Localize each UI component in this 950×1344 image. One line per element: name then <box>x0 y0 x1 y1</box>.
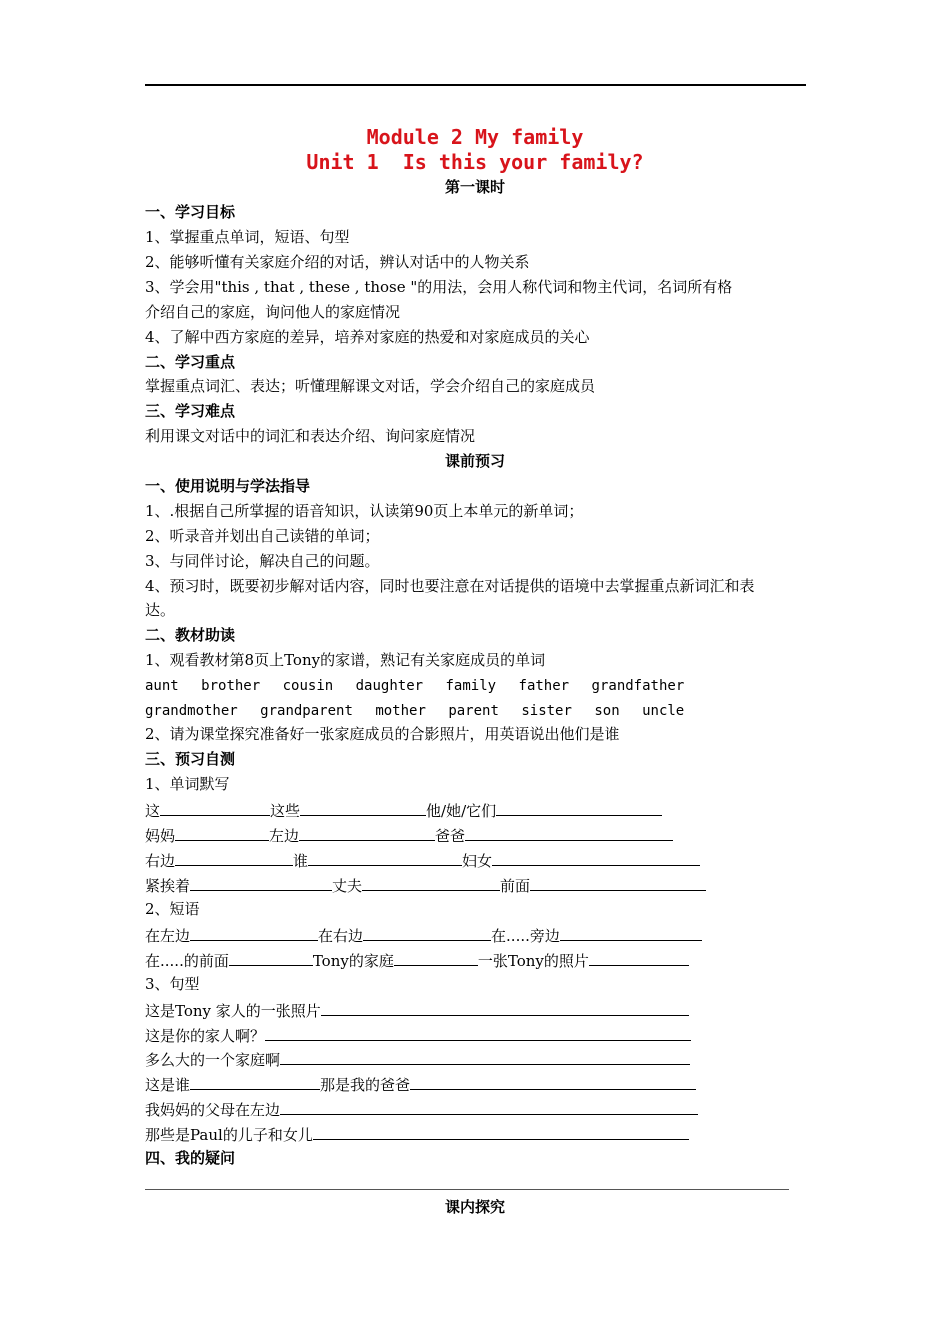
vocab-word: grandmother <box>145 703 238 719</box>
answer-blank[interactable] <box>300 799 426 816</box>
sentence-row <box>145 999 689 1021</box>
goals-heading: 一、学习目标 <box>145 203 236 221</box>
goal-item: 4、了解中西方家庭的差异，培养对家庭的热爱和对家庭成员的关心 <box>145 328 590 346</box>
word-row <box>145 849 700 871</box>
lesson-label: 第一课时 <box>444 178 505 196</box>
phrases-label: 2、短语 <box>145 900 200 918</box>
word-prompt: 前面 <box>500 877 531 895</box>
phrase-prompt: 在左边 <box>145 927 191 945</box>
answer-blank[interactable] <box>175 824 269 841</box>
goal-item: 1、掌握重点单词，短语、句型 <box>145 228 350 246</box>
sentence-row <box>145 1024 691 1046</box>
phrase-prompt: 在.....的前面 <box>145 952 229 970</box>
module-title: Module 2 My family <box>366 125 584 149</box>
answer-blank[interactable] <box>160 799 270 816</box>
word-prompt: 妈妈 <box>145 827 176 845</box>
answer-blank[interactable] <box>175 849 293 866</box>
sentence-prompt: 这是Tony 家人的一张照片 <box>145 1002 321 1020</box>
self-test-heading: 三、预习自测 <box>145 750 236 768</box>
answer-blank[interactable] <box>362 874 500 891</box>
unit-title: Unit 1 Is this your family? <box>306 150 644 174</box>
answer-blank[interactable] <box>229 949 313 966</box>
vocab-word: son <box>594 703 620 719</box>
answer-blank[interactable] <box>321 999 689 1016</box>
answer-blank[interactable] <box>492 849 700 866</box>
answer-blank[interactable] <box>190 924 318 941</box>
phrase-prompt: 在.....旁边 <box>491 927 560 945</box>
answer-blank[interactable] <box>308 849 462 866</box>
preview-label: 课前预习 <box>444 452 505 470</box>
sentence-prompt: 那是我的爸爸 <box>320 1076 411 1094</box>
answer-blank[interactable] <box>280 1048 690 1065</box>
vocab-word: father <box>518 678 570 694</box>
answer-blank[interactable] <box>190 1073 320 1090</box>
answer-blank[interactable] <box>530 874 706 891</box>
vocab-line-1 <box>145 676 698 696</box>
top-rule <box>145 84 806 86</box>
vocab-word: cousin <box>282 678 334 694</box>
sentence-prompt: 这是你的家人啊？ <box>145 1027 266 1045</box>
word-row <box>145 799 662 821</box>
vocab-word: uncle <box>642 703 685 719</box>
phrase-prompt: Tony的家庭 <box>312 952 394 970</box>
vocab-word: brother <box>201 678 261 694</box>
vocab-word: mother <box>375 703 426 719</box>
word-prompt: 谁 <box>293 852 309 870</box>
word-prompt: 左边 <box>269 827 300 845</box>
phrase-prompt: 在右边 <box>318 927 364 945</box>
sentence-prompt: 我妈妈的父母在左边 <box>145 1101 281 1119</box>
vocab-word: aunt <box>145 678 179 694</box>
answer-blank[interactable] <box>265 1024 691 1041</box>
word-prompt: 丈夫 <box>332 877 363 895</box>
in-class-label: 课内探究 <box>444 1198 505 1216</box>
sentence-prompt: 那些是Paul的儿子和女儿 <box>145 1126 313 1144</box>
phrase-row <box>145 949 689 971</box>
sentence-row <box>145 1073 696 1095</box>
word-prompt: 他/她/它们 <box>426 802 497 820</box>
vocab-word: family <box>445 678 497 694</box>
word-row <box>145 874 706 896</box>
vocab-word: grandfather <box>591 678 685 694</box>
sentence-row <box>145 1098 698 1120</box>
goal-item: 2、能够听懂有关家庭介绍的对话，辨认对话中的人物关系 <box>145 253 530 271</box>
answer-blank[interactable] <box>496 799 662 816</box>
phrase-row <box>145 924 702 946</box>
sentence-prompt: 这是谁 <box>145 1076 191 1094</box>
vocab-word: daughter <box>355 678 424 694</box>
word-prompt: 这些 <box>270 802 301 820</box>
vocab-word: grandparent <box>260 703 353 719</box>
word-prompt: 爸爸 <box>435 827 466 845</box>
answer-blank[interactable] <box>190 874 332 891</box>
goal-item: 介绍自己的家庭，询问他人的家庭情况 <box>145 303 401 321</box>
question-answer-line[interactable] <box>145 1189 789 1190</box>
difficulties-heading: 三、学习难点 <box>145 402 236 420</box>
word-prompt: 右边 <box>145 852 176 870</box>
answer-blank[interactable] <box>363 924 491 941</box>
guide-item: 达。 <box>145 601 176 619</box>
sentence-row <box>145 1048 690 1070</box>
key-points-heading: 二、学习重点 <box>145 353 236 371</box>
answer-blank[interactable] <box>280 1098 698 1115</box>
key-points-text: 掌握重点词汇、表达；听懂理解课文对话，学会介绍自己的家庭成员 <box>145 377 596 395</box>
phrase-prompt: 一张Tony的照片 <box>477 952 589 970</box>
guide-item: 3、与同伴讨论，解决自己的问题。 <box>145 552 380 570</box>
answer-blank[interactable] <box>313 1123 689 1140</box>
word-prompt: 紧挨着 <box>145 877 191 895</box>
guide-item: 1、.根据自己所掌握的语音知识，认读第90页上本单元的新单词； <box>145 502 584 520</box>
guide-heading: 一、使用说明与学法指导 <box>145 477 311 495</box>
answer-blank[interactable] <box>589 949 689 966</box>
sentences-label: 3、句型 <box>145 975 200 993</box>
reading-item-2: 2、请为课堂探究准备好一张家庭成员的合影照片，用英语说出他们是谁 <box>145 725 620 743</box>
sentence-row <box>145 1123 689 1145</box>
word-row <box>145 824 673 846</box>
vocab-word: sister <box>521 703 572 719</box>
answer-blank[interactable] <box>299 824 435 841</box>
guide-item: 4、预习时，既要初步解对话内容，同时也要注意在对话提供的语境中去掌握重点新词汇和表 <box>145 577 755 595</box>
difficulties-text: 利用课文对话中的词汇和表达介绍、询问家庭情况 <box>145 427 476 445</box>
questions-heading: 四、我的疑问 <box>145 1149 236 1167</box>
guide-item: 2、听录音并划出自己读错的单词； <box>145 527 380 545</box>
words-label: 1、单词默写 <box>145 775 230 793</box>
word-prompt: 妇女 <box>462 852 493 870</box>
answer-blank[interactable] <box>410 1073 696 1090</box>
vocab-line-2 <box>145 701 698 721</box>
vocab-word: parent <box>448 703 499 719</box>
sentence-prompt: 多么大的一个家庭啊 <box>145 1051 281 1069</box>
reading-heading: 二、教材助读 <box>145 626 236 644</box>
answer-blank[interactable] <box>560 924 702 941</box>
answer-blank[interactable] <box>465 824 673 841</box>
goal-item: 3、学会用"this , that , these , those "的用法，会用人称代词和物主代词，名词所有格 <box>145 278 733 296</box>
answer-blank[interactable] <box>394 949 478 966</box>
reading-item-1: 1、观看教材第8页上Tony的家谱，熟记有关家庭成员的单词 <box>145 651 546 669</box>
word-prompt: 这 <box>145 802 161 820</box>
